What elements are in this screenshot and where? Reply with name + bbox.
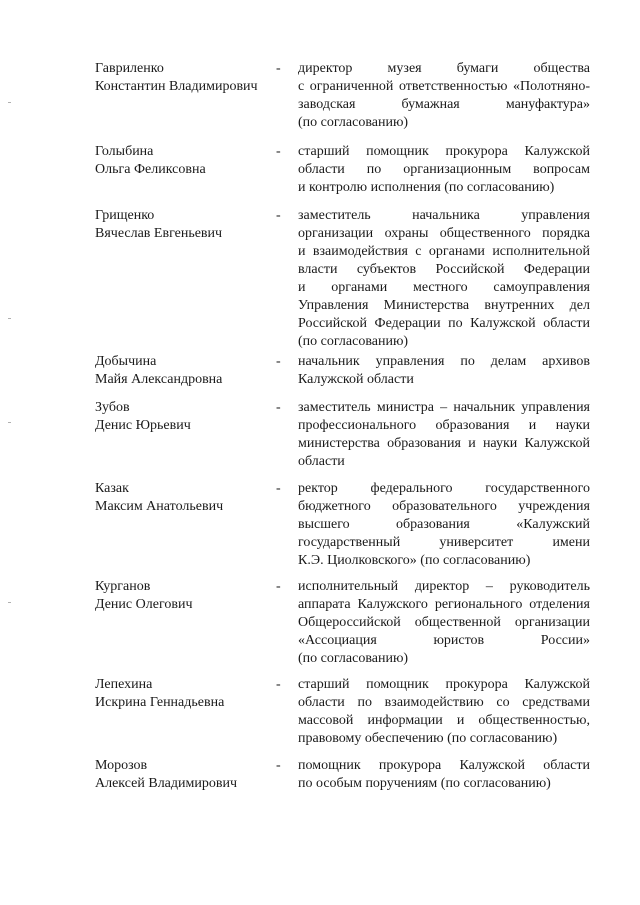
position-line: помощник прокурора Калужской области [298,758,590,773]
member-surname: Казак [95,481,129,496]
member-position [298,399,590,471]
member-given-names: Константин Владимирович [95,79,258,94]
position-line: области по организационным вопросам [298,162,590,177]
member-name [95,578,275,614]
member-name [95,143,275,179]
member-surname: Морозов [95,758,148,773]
position-line: заводская бумажная мануфактура» [298,97,590,112]
position-line: (по согласованию) [298,334,409,349]
member-given-names: Ольга Феликсовна [95,162,206,177]
position-line: аппарата Калужского регионального отделения [298,597,590,612]
position-line: Общероссийской общественной организации [298,615,590,630]
separator-dash: - [276,758,281,773]
separator-dash: - [276,208,281,223]
margin-mark [8,318,11,319]
position-line: по особым поручениям (по согласованию) [298,776,551,791]
member-surname: Добычина [95,354,157,369]
member-name [95,207,275,243]
position-line: массовой информации и общественностью, [298,713,590,728]
position-line: организации охраны общественного порядка [298,226,590,241]
position-line: исполнительный директор – руководитель [298,579,590,594]
member-surname: Голыбина [95,144,154,159]
member-name [95,60,275,96]
position-line: начальник управления по делам архивов [298,354,590,369]
position-line: правовому обеспечению (по согласованию) [298,731,558,746]
member-surname: Гавриленко [95,61,164,76]
margin-mark [8,602,11,603]
separator-dash: - [276,481,281,496]
member-position [298,578,590,668]
member-position [298,480,590,570]
position-line: ректор федерального государственного [298,481,590,496]
position-line: (по согласованию) [298,115,409,130]
position-line: Российской Федерации по Калужской области [298,316,590,331]
member-position [298,207,590,351]
position-line: области по взаимодействию со средствами [298,695,590,710]
member-position [298,353,590,389]
member-name [95,757,275,793]
position-line: и взаимодействия с органами исполнительной [298,244,590,259]
member-surname: Курганов [95,579,151,594]
member-name [95,399,275,435]
member-surname: Грищенко [95,208,155,223]
position-line: власти субъектов Российской Федерации [298,262,590,277]
member-given-names: Денис Олегович [95,597,193,612]
position-line: К.Э. Циолковского» (по согласованию) [298,553,531,568]
margin-mark [8,102,11,103]
position-line: государственный университет имени [298,535,590,550]
position-line: и контролю исполнения (по согласованию) [298,180,555,195]
position-line: профессионального образования и науки [298,418,590,433]
position-line: бюджетного образовательного учреждения [298,499,590,514]
position-line: области [298,454,345,469]
member-position [298,143,590,197]
member-given-names: Искрина Геннадьевна [95,695,225,710]
position-line: заместитель министра – начальник управления [298,400,590,415]
member-given-names: Алексей Владимирович [95,776,238,791]
separator-dash: - [276,677,281,692]
separator-dash: - [276,61,281,76]
position-line: старший помощник прокурора Калужской [298,677,590,692]
position-line: Управления Министерства внутренних дел [298,298,590,313]
member-position [298,757,590,793]
member-name [95,480,275,516]
member-surname: Лепехина [95,677,153,692]
member-name [95,676,275,712]
member-given-names: Вячеслав Евгеньевич [95,226,223,241]
position-line: заместитель начальника управления [298,208,590,223]
position-line: (по согласованию) [298,651,409,666]
position-line: и органами местного самоуправления [298,280,590,295]
separator-dash: - [276,354,281,369]
member-position [298,676,590,748]
separator-dash: - [276,400,281,415]
position-line: «Ассоциация юристов России» [298,633,590,648]
member-given-names: Максим Анатольевич [95,499,224,514]
position-line: Калужской области [298,372,414,387]
member-position [298,60,590,132]
member-surname: Зубов [95,400,130,415]
position-line: высшего образования «Калужский [298,517,590,532]
member-given-names: Майя Александровна [95,372,223,387]
member-name [95,353,275,389]
position-line: с ограниченной ответственностью «Полотняно- [298,79,590,94]
margin-mark [8,422,11,423]
separator-dash: - [276,144,281,159]
member-given-names: Денис Юрьевич [95,418,191,433]
separator-dash: - [276,579,281,594]
position-line: директор музея бумаги общества [298,61,590,76]
position-line: старший помощник прокурора Калужской [298,144,590,159]
position-line: министерства образования и науки Калужской [298,436,590,451]
